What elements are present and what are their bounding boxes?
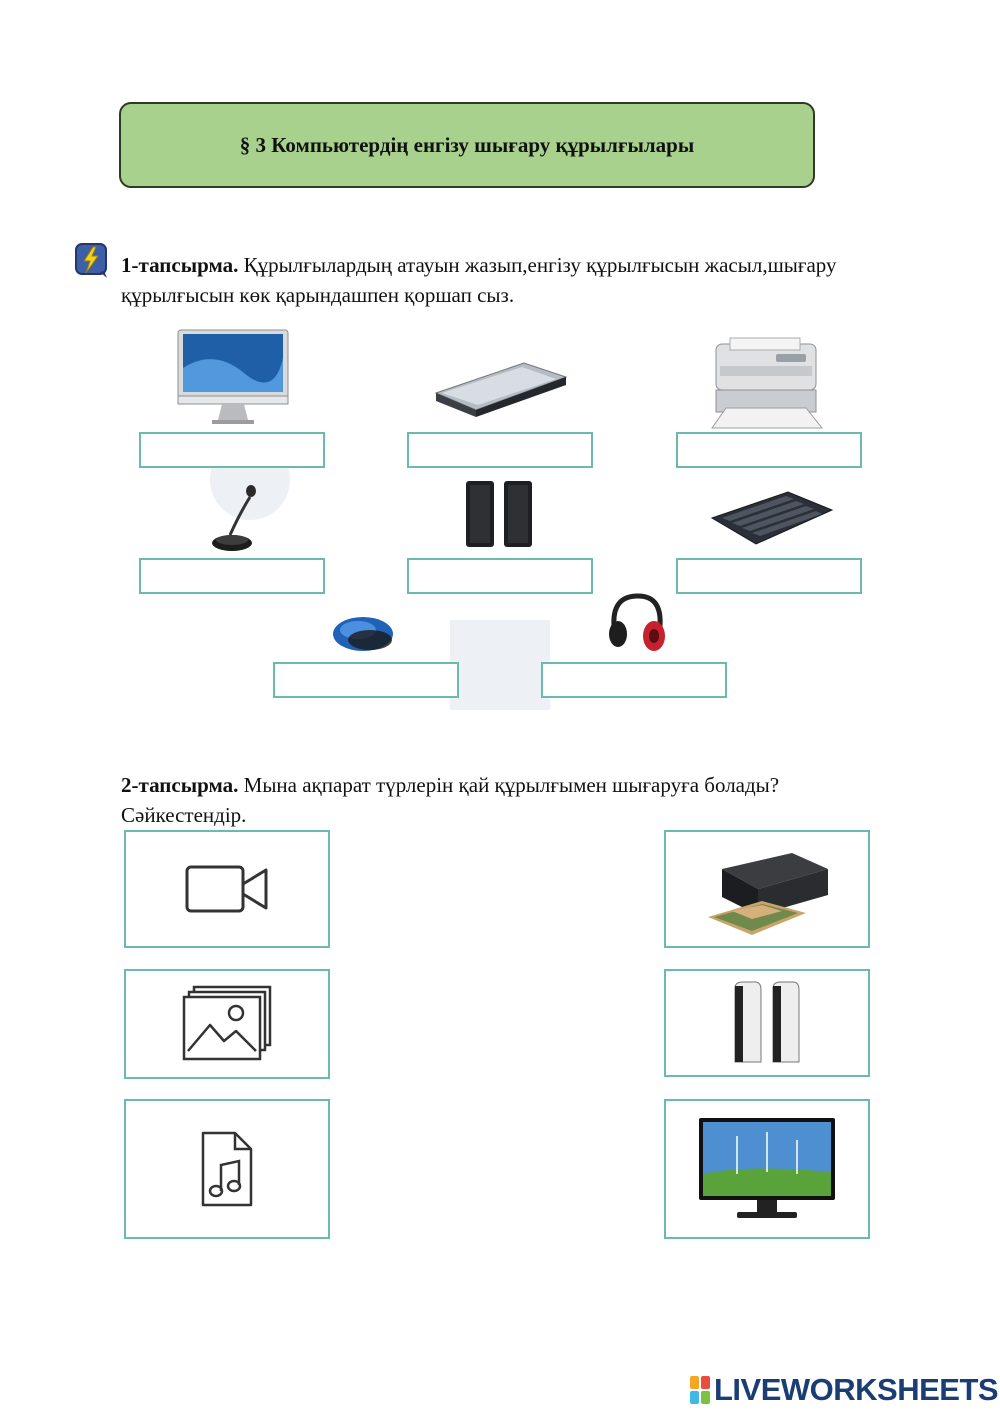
liveworksheets-logo-icon [690, 1376, 710, 1404]
microphone-icon [210, 485, 262, 553]
answer-box-scanner[interactable] [407, 432, 593, 468]
answer-box-microphone[interactable] [139, 558, 325, 594]
answer-box-monitor[interactable] [139, 432, 325, 468]
task1-label: 1-тапсырма. [121, 253, 239, 277]
page-title: § 3 Компьютердің енгізу шығару құрылғылары [239, 132, 695, 157]
task1-text: Құрылғылардың атауын жазып,енгізу құрылғысын жасыл,шығару құрылғысын көк қарындашпен қоршап сыз. [121, 253, 837, 307]
match-box-music[interactable] [124, 1099, 330, 1239]
match-box-video[interactable] [124, 830, 330, 948]
answer-box-printer[interactable] [676, 432, 862, 468]
match-box-image[interactable] [124, 969, 330, 1079]
video-camera-icon [184, 862, 270, 916]
match-box-photo-printer[interactable] [664, 830, 870, 948]
answer-box-speakers[interactable] [407, 558, 593, 594]
headphones-icon [604, 590, 668, 656]
task2-instruction [121, 770, 881, 830]
music-file-icon [197, 1129, 257, 1209]
task-lightning-icon [74, 242, 108, 278]
page-title-box [119, 102, 815, 188]
speakers-icon [464, 479, 536, 549]
mouse-icon [330, 610, 396, 654]
answer-box-headphones[interactable] [541, 662, 727, 698]
answer-box-mouse[interactable] [273, 662, 459, 698]
background-smudge [450, 620, 550, 710]
answer-box-keyboard[interactable] [676, 558, 862, 594]
scanner-icon [432, 355, 568, 420]
liveworksheets-logo [690, 1372, 998, 1408]
task2-label: 2-тапсырма. [121, 773, 239, 797]
task2-text: Мына ақпарат түрлерін қай құрылғымен шығаруға болады? Сәйкестендір. [121, 773, 780, 827]
printer-icon [706, 336, 830, 430]
speakers-icon [727, 978, 807, 1068]
monitor-icon [697, 1114, 837, 1224]
match-box-monitor[interactable] [664, 1099, 870, 1239]
match-box-speakers[interactable] [664, 969, 870, 1077]
photo-printer-icon [702, 839, 832, 939]
logo-text: LIVEWORKSHEETS [714, 1372, 999, 1407]
monitor-icon [174, 328, 294, 428]
task1-instruction [121, 250, 841, 310]
keyboard-icon [708, 490, 834, 546]
image-gallery-icon [180, 985, 274, 1063]
